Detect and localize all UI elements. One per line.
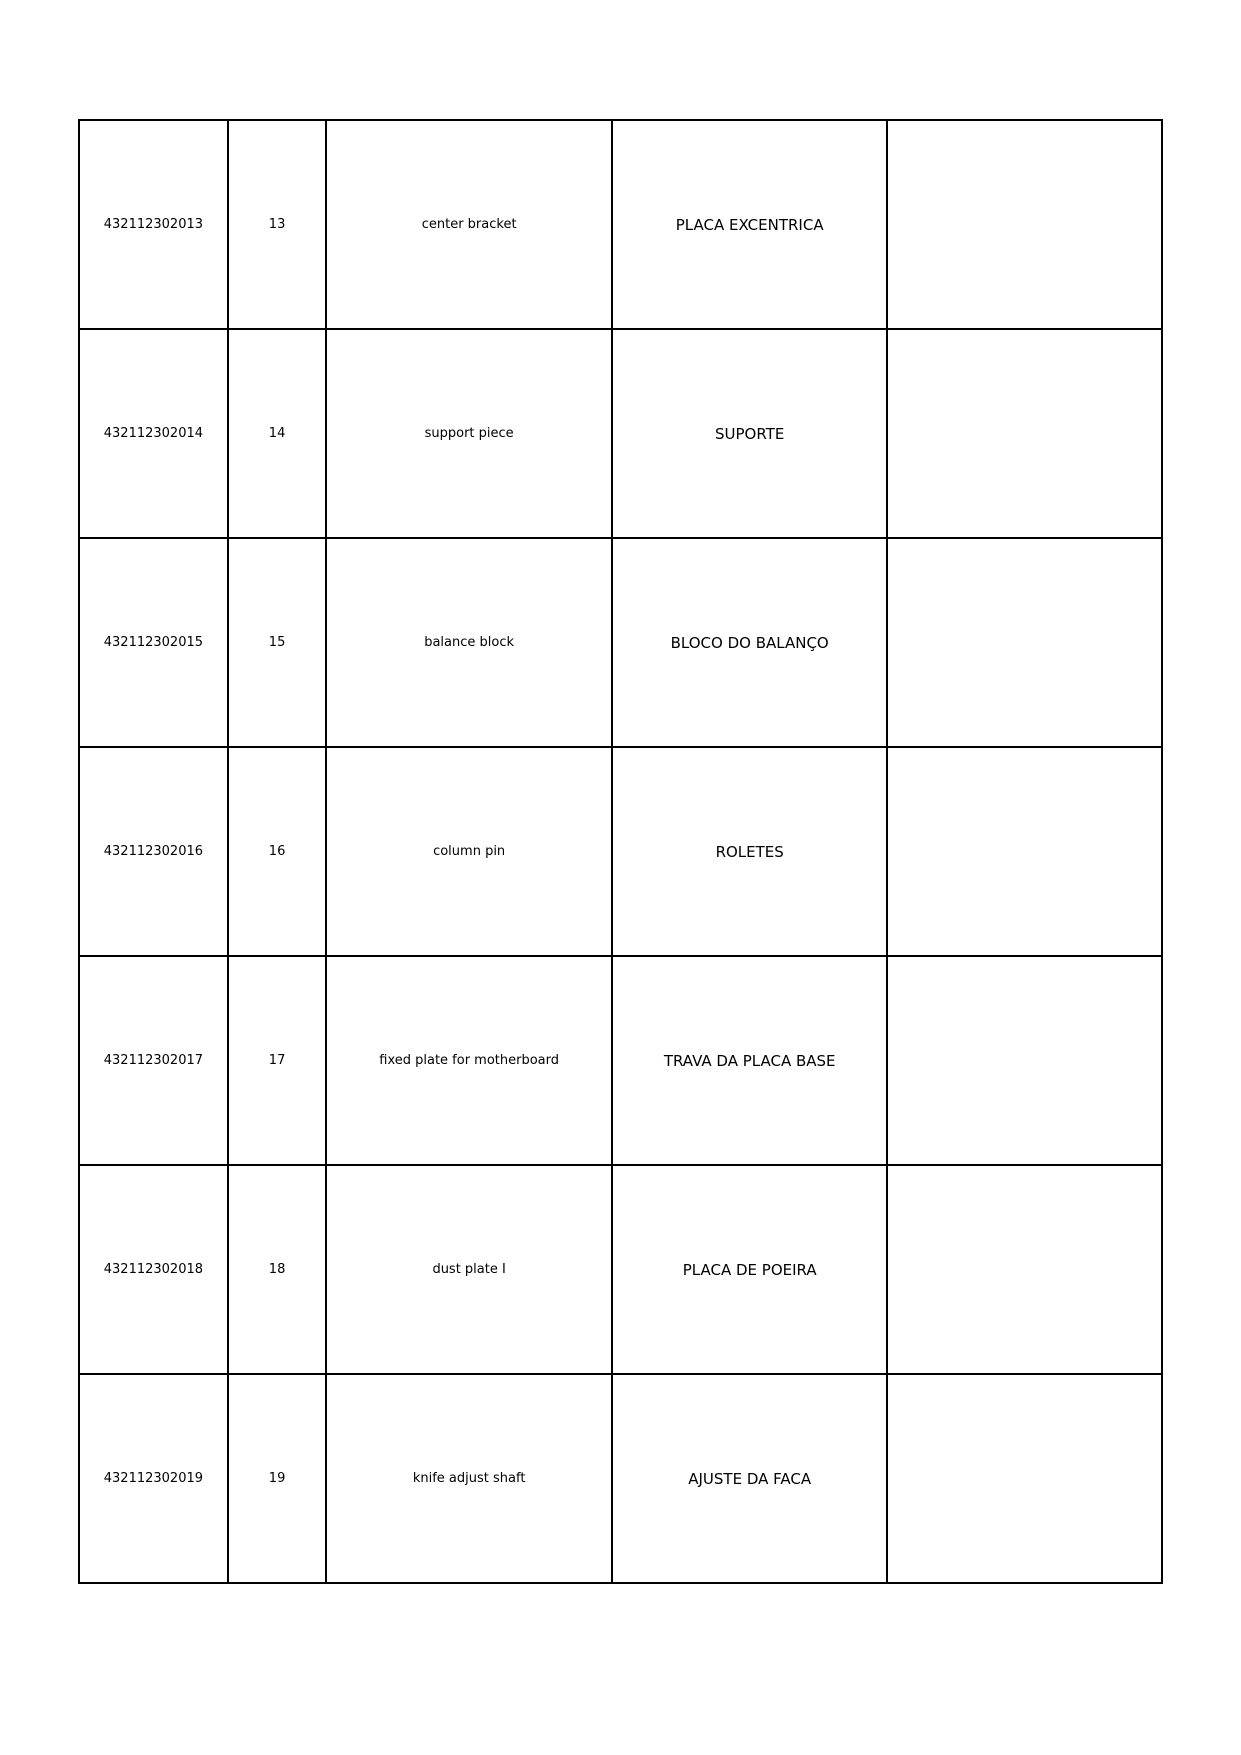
portuguese-description: AJUSTE DA FACA: [612, 1374, 888, 1583]
table-row: [79, 538, 1162, 747]
portuguese-description: ROLETES: [612, 747, 888, 956]
part-code: 432112302015: [79, 538, 228, 747]
empty-cell: [887, 1374, 1162, 1583]
item-number: 16: [228, 747, 327, 956]
item-number: 17: [228, 956, 327, 1165]
portuguese-description: BLOCO DO BALANÇO: [612, 538, 888, 747]
english-description: dust plate I: [326, 1165, 612, 1374]
portuguese-description: PLACA DE POEIRA: [612, 1165, 888, 1374]
english-description: support piece: [326, 329, 612, 538]
empty-cell: [887, 1165, 1162, 1374]
part-code: 432112302018: [79, 1165, 228, 1374]
english-description: knife adjust shaft: [326, 1374, 612, 1583]
item-number: 13: [228, 120, 327, 329]
parts-table: [78, 119, 1163, 1584]
part-code: 432112302017: [79, 956, 228, 1165]
part-code: 432112302016: [79, 747, 228, 956]
item-number: 19: [228, 1374, 327, 1583]
item-number: 18: [228, 1165, 327, 1374]
table-row: [79, 1374, 1162, 1583]
part-code: 432112302013: [79, 120, 228, 329]
english-description: column pin: [326, 747, 612, 956]
english-description: fixed plate for motherboard: [326, 956, 612, 1165]
portuguese-description: PLACA EXCENTRICA: [612, 120, 888, 329]
table-row: [79, 956, 1162, 1165]
empty-cell: [887, 120, 1162, 329]
item-number: 14: [228, 329, 327, 538]
empty-cell: [887, 956, 1162, 1165]
portuguese-description: TRAVA DA PLACA BASE: [612, 956, 888, 1165]
table-row: [79, 120, 1162, 329]
table-row: [79, 329, 1162, 538]
table-row: [79, 1165, 1162, 1374]
table-row: [79, 747, 1162, 956]
part-code: 432112302019: [79, 1374, 228, 1583]
empty-cell: [887, 329, 1162, 538]
empty-cell: [887, 747, 1162, 956]
item-number: 15: [228, 538, 327, 747]
english-description: center bracket: [326, 120, 612, 329]
portuguese-description: SUPORTE: [612, 329, 888, 538]
part-code: 432112302014: [79, 329, 228, 538]
empty-cell: [887, 538, 1162, 747]
english-description: balance block: [326, 538, 612, 747]
